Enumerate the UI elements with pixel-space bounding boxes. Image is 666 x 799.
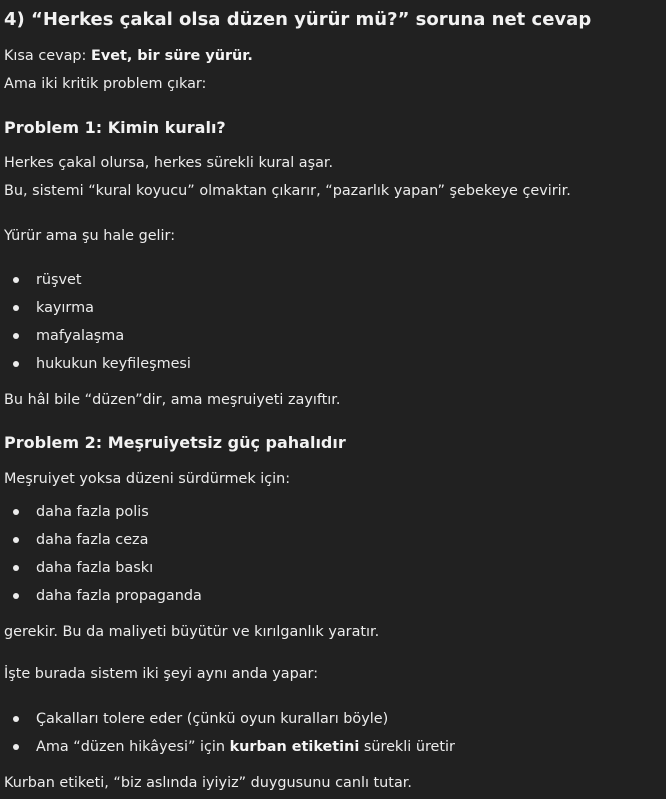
system-intro: İşte burada sistem iki şeyi aynı anda yapar: [4,666,319,682]
list-item-bold: kurban etiketini [229,739,360,755]
system-list [0,705,455,761]
list-item: daha fazla ceza [0,526,202,554]
list-item: daha fazla polis [0,498,202,526]
list-item: hukukun keyfileşmesi [0,350,191,378]
list-item: kayırma [0,294,191,322]
problem1-list [0,266,191,378]
list-item [0,733,455,761]
list-item-suffix: sürekli üretir [359,739,455,755]
intro-text: Ama iki kritik problem çıkar: [4,76,207,92]
short-answer [4,46,253,66]
problem2-closing: gerekir. Bu da maliyeti büyütür ve kırılganlık yaratır. [4,624,380,640]
short-answer-prefix: Kısa cevap: [4,48,91,64]
short-answer-bold: Evet, bir süre yürür. [90,48,253,64]
problem1-closing: Bu hâl bile “düzen”dir, ama meşruiyeti zayıftır. [4,392,341,408]
problem1-line1: Herkes çakal olursa, herkes sürekli kural aşar. [4,155,334,171]
list-item: daha fazla baskı [0,554,202,582]
problem1-line3: Yürür ama şu hale gelir: [4,228,176,244]
problem2-line1: Meşruiyet yoksa düzeni sürdürmek için: [4,471,291,487]
section-title: 4) “Herkes çakal olsa düzen yürür mü?” soruna net cevap [4,9,592,30]
list-item: Çakalları tolere eder (çünkü oyun kuralları böyle) [0,705,455,733]
final-line: Kurban etiketi, “biz aslında iyiyiz” duygusunu canlı tutar. [4,775,412,791]
list-item: daha fazla propaganda [0,582,202,610]
list-item: mafyalaşma [0,322,191,350]
list-item: rüşvet [0,266,191,294]
problem1-line2: Bu, sistemi “kural koyucu” olmaktan çıkarır, “pazarlık yapan” şebekeye çevirir. [4,183,571,199]
problem2-title: Problem 2: Meşruiyetsiz güç pahalıdır [4,433,346,452]
list-item-prefix: Ama “düzen hikâyesi” için [36,739,230,755]
problem2-list [0,498,202,610]
problem1-title: Problem 1: Kimin kuralı? [4,118,226,137]
